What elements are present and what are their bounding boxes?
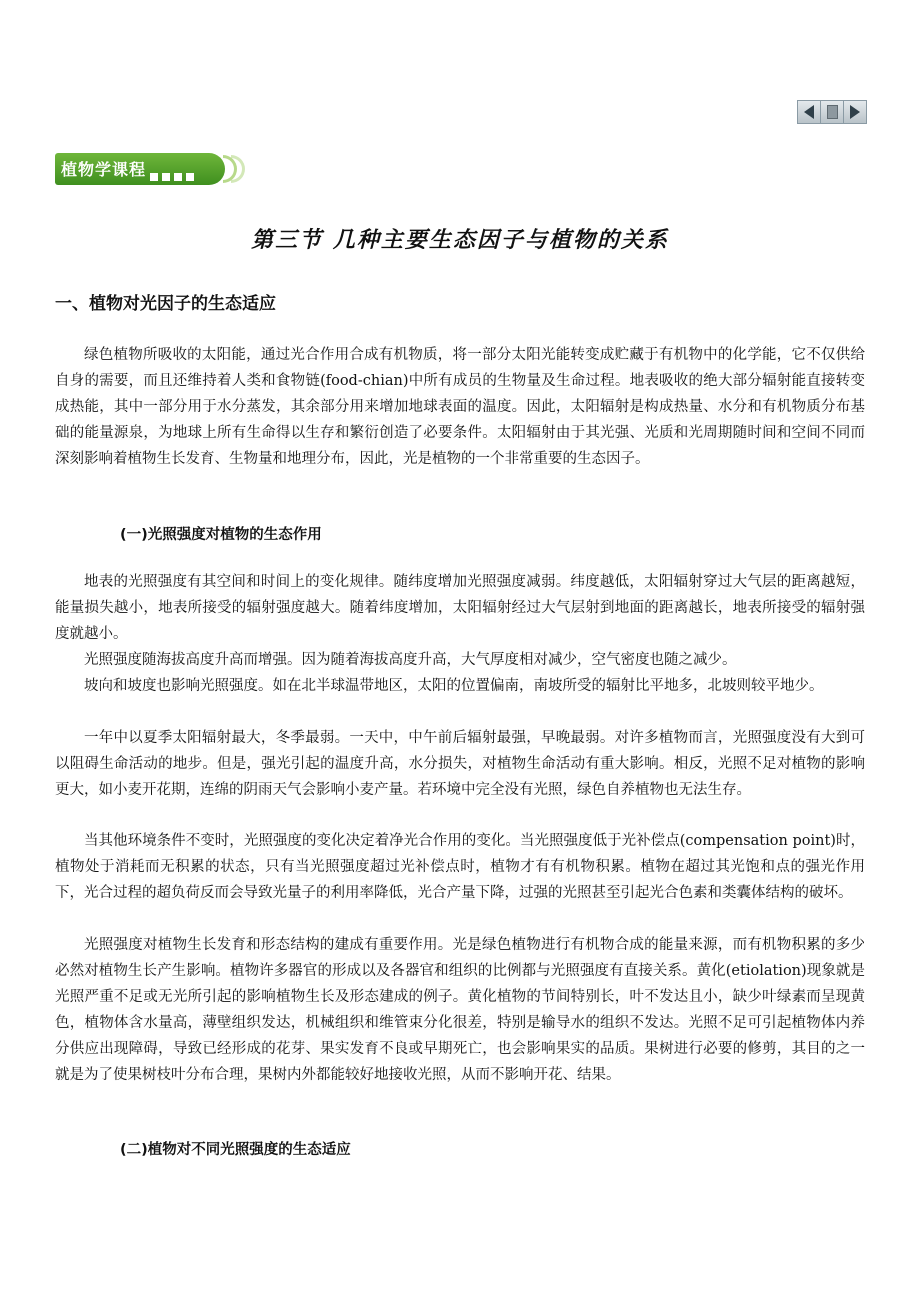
triangle-right-icon <box>850 105 860 119</box>
course-badge <box>55 153 235 187</box>
section-heading: 一、植物对光因子的生态适应 <box>55 294 276 314</box>
next-page-button[interactable] <box>844 101 866 123</box>
badge-squares-decoration <box>150 173 194 181</box>
badge-label: 植物学课程 <box>61 160 147 179</box>
subsection-heading-2: (二)植物对不同光照强度的生态适应 <box>120 1142 351 1158</box>
badge-arc-decoration <box>231 155 245 183</box>
badge-cap <box>195 153 225 185</box>
document-icon <box>827 105 838 119</box>
page-title: 第三节 几种主要生态因子与植物的关系 <box>251 228 669 253</box>
body-paragraph: 一年中以夏季太阳辐射最大，冬季最弱。一天中，中午前后辐射最强，早晚最弱。对许多植物而言，光照强度没有大到可以阻碍生命活动的地步。但是，强光引起的温度升高，水分损失，对植物生命活动有重大影响。相反，光照不足对植物的影响更大，如小麦开花期，连绵的阴雨天气会影响小麦产量。若环境中完全没有光照，绿色自养植物也无法生存。 <box>55 730 865 798</box>
body-paragraph: 光照强度随海拔高度升高而增强。因为随着海拔高度升高，大气厚度相对减少，空气密度也随之减少。 <box>84 652 737 668</box>
body-paragraph: 地表的光照强度有其空间和时间上的变化规律。随纬度增加光照强度减弱。纬度越低，太阳辐射穿过大气层的距离越短，能量损失越小，地表所接受的辐射强度越大。随着纬度增加，太阳辐射经过大气层射到地面的距离越长，地表所接受的辐射强度就越小。 <box>55 574 865 642</box>
triangle-left-icon <box>804 105 814 119</box>
document-button[interactable] <box>821 101 844 123</box>
intro-paragraph: 绿色植物所吸收的太阳能，通过光合作用合成有机物质，将一部分太阳光能转变成贮藏于有机物中的化学能，它不仅供给自身的需要，而且还维持着人类和食物链(food-chian)中所有成员的生物量及生命过程。地表吸收的绝大部分辐射能直接转变成热能，其中一部分用于水分蒸发，其余部分用来增加地球表面的温度。因此，太阳辐射是构成热量、水分和有机物质分布基础的能量源泉，为地球上所有生命得以生存和繁衍创造了必要条件。太阳辐射由于其光强、光质和光周期随时间和空间不同而深刻影响着植物生长发育、生物量和地理分布，因此，光是植物的一个非常重要的生态因子。 <box>55 347 865 467</box>
body-paragraph: 坡向和坡度也影响光照强度。如在北半球温带地区，太阳的位置偏南，南坡所受的辐射比平地多，北坡则较平地少。 <box>84 678 824 694</box>
prev-page-button[interactable] <box>798 101 821 123</box>
body-paragraph: 光照强度对植物生长发育和形态结构的建成有重要作用。光是绿色植物进行有机物合成的能量来源，而有机物积累的多少必然对植物生长产生影响。植物许多器官的形成以及各器官和组织的比例都与光照强度有直接关系。黄化(etiolation)现象就是光照严重不足或无光所引起的影响植物生长及形态建成的例子。黄化植物的节间特别长，叶不发达且小，缺少叶绿素而呈现黄色，植物体含水量高，薄壁组织发达，机械组织和维管束分化很差，特别是输导水的组织不发达。光照不足可引起植物体内养分供应出现障碍，导致已经形成的花芽、果实发育不良或早期死亡，也会影响果实的品质。果树进行必要的修剪，其目的之一就是为了使果树枝叶分布合理，果树内外都能较好地接收光照，从而不影响开花、结果。 <box>55 937 865 1083</box>
subsection-heading-1: (一)光照强度对植物的生态作用 <box>120 527 322 543</box>
page-nav <box>797 100 867 124</box>
body-paragraph: 当其他环境条件不变时，光照强度的变化决定着净光合作用的变化。当光照强度低于光补偿点(compensation point)时，植物处于消耗而无积累的状态，只有当光照强度超过光补偿点时，植物才有有机物积累。植物在超过其光饱和点的强光作用下，光合过程的超负荷反而会导致光量子的利用率降低，光合产量下降，过强的光照甚至引起光合色素和类囊体结构的破坏。 <box>55 833 865 901</box>
